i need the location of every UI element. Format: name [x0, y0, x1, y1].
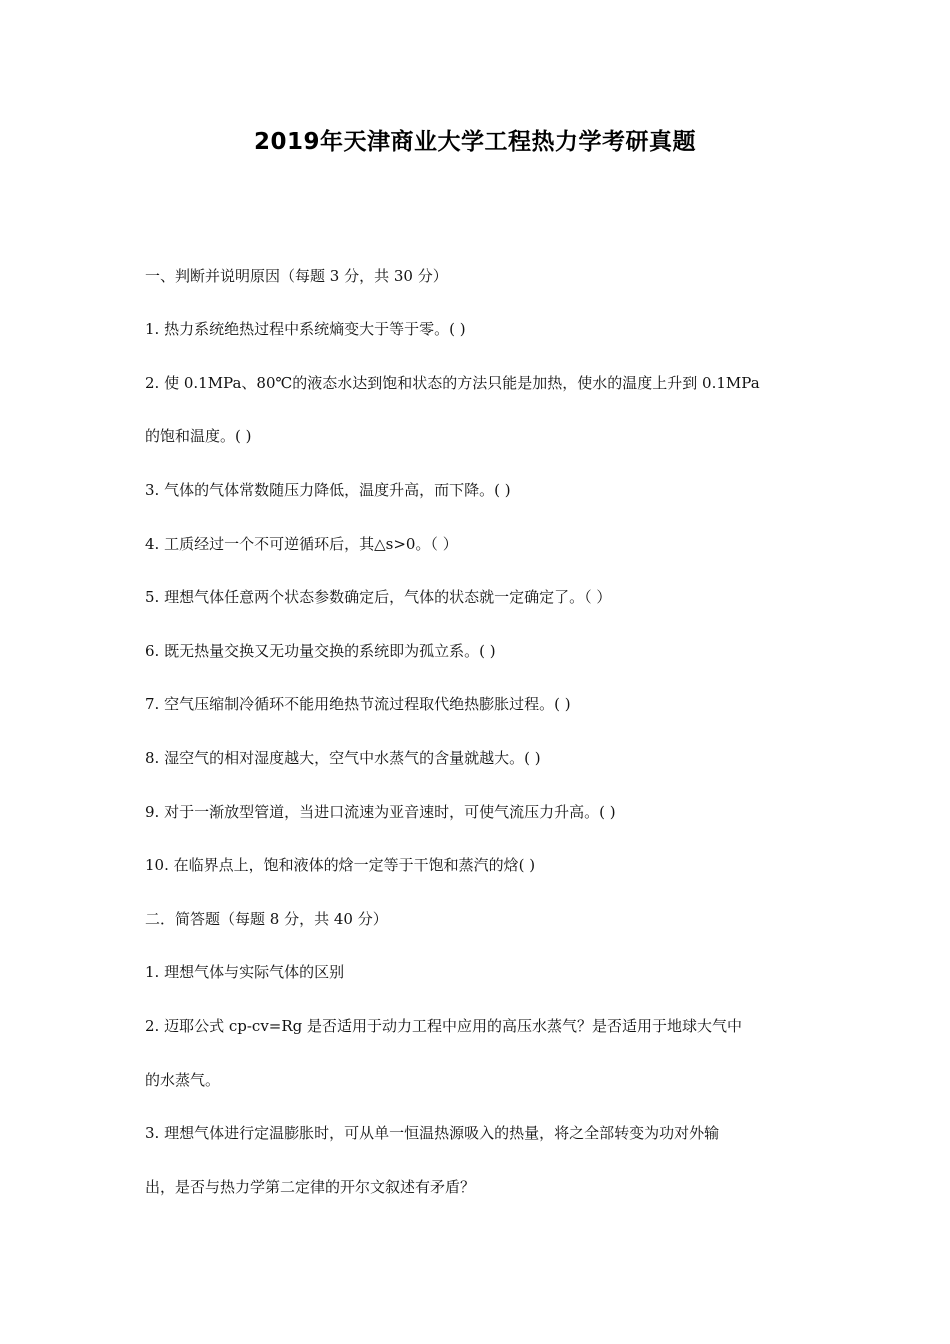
question-line: 的饱和温度。( ) [145, 427, 252, 445]
question-line: 5. 理想气体任意两个状态参数确定后，气体的状态就一定确定了。（ ） [145, 588, 612, 606]
section-2-heading: 二．简答题（每题 8 分，共 40 分） [145, 910, 388, 928]
question-line: 的水蒸气。 [145, 1071, 221, 1089]
section-1-heading: 一、判断并说明原因（每题 3 分，共 30 分） [145, 267, 448, 285]
question-line: 2. 使 0.1MPa、80℃的液态水达到饱和状态的方法只能是加热，使水的温度上升到 0.1MPa [145, 374, 760, 392]
question-line: 1. 理想气体与实际气体的区别 [145, 963, 345, 981]
question-line: 1. 热力系统绝热过程中系统熵变大于等于零。( ) [145, 320, 466, 338]
question-line: 3. 理想气体进行定温膨胀时，可从单一恒温热源吸入的热量，将之全部转变为功对外输 [145, 1124, 720, 1142]
question-line: 2. 迈耶公式 cp-cv=Rg 是否适用于动力工程中应用的高压水蒸气？是否适用于地球大气中 [145, 1017, 743, 1035]
question-line: 10. 在临界点上，饱和液体的焓一定等于干饱和蒸汽的焓( ) [145, 856, 536, 874]
question-line: 出，是否与热力学第二定律的开尔文叙述有矛盾？ [145, 1178, 476, 1196]
question-line: 6. 既无热量交换又无功量交换的系统即为孤立系。( ) [145, 642, 496, 660]
document-title: 2019年天津商业大学工程热力学考研真题 [253, 129, 696, 155]
question-line: 7. 空气压缩制冷循环不能用绝热节流过程取代绝热膨胀过程。( ) [145, 695, 571, 713]
question-line: 9. 对于一渐放型管道，当进口流速为亚音速时，可使气流压力升高。( ) [145, 803, 616, 821]
question-line: 4. 工质经过一个不可逆循环后，其△s>0。（ ） [145, 535, 458, 553]
question-line: 8. 湿空气的相对湿度越大，空气中水蒸气的含量就越大。( ) [145, 749, 541, 767]
question-line: 3. 气体的气体常数随压力降低，温度升高，而下降。( ) [145, 481, 511, 499]
